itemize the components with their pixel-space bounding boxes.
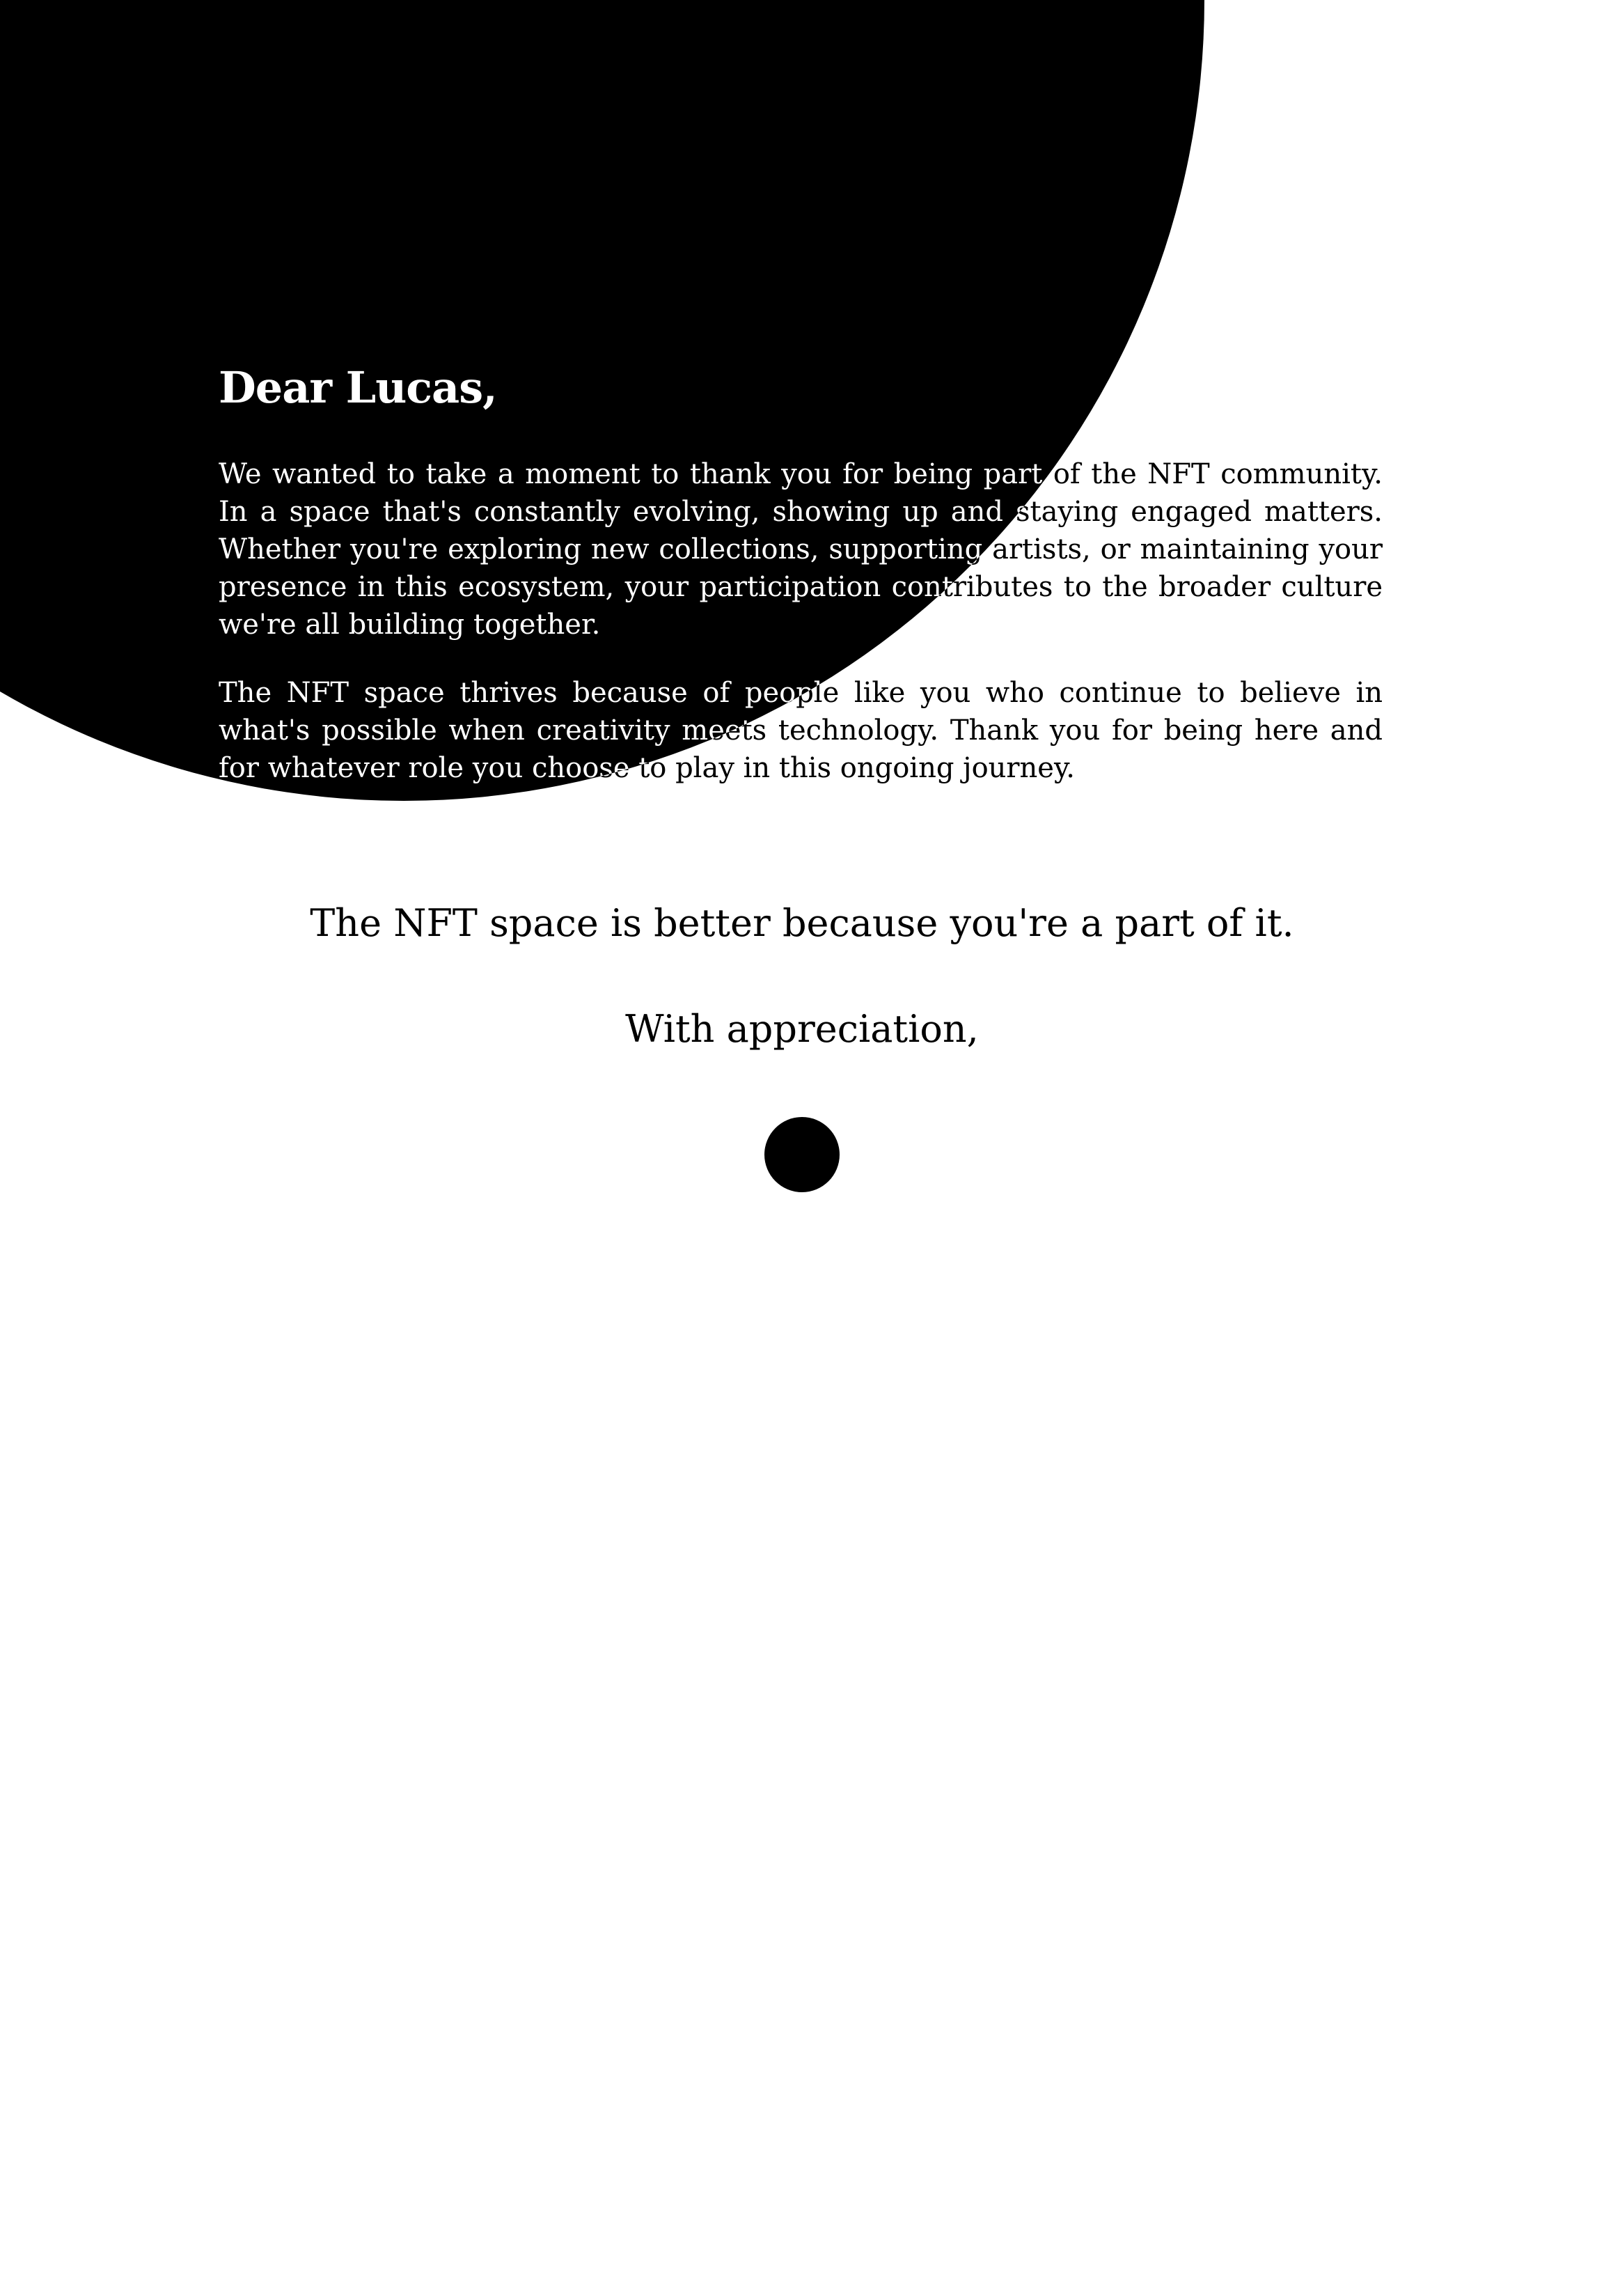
signature-dot-icon xyxy=(764,1117,840,1192)
letter-paragraph-2: The NFT space thrives because of people like you who continue to believe in what's possible when creativity meets technology. Thank you for being here and for whatever role you choose to play in this ongoing journey. xyxy=(219,677,1383,785)
letter-tagline: The NFT space is better because you're a part of it. xyxy=(310,901,1294,945)
letter-paragraph-1: We wanted to take a moment to thank you for being part of the NFT community. In a space that's constantly evolving, showing up and staying engaged matters. Whether you're exploring new collections, supporting artists, or maintaining your presence in this ecosystem, your participation contributes to the broader culture we're all building together. xyxy=(219,458,1383,641)
letter-body xyxy=(219,362,1383,818)
letter-greeting: Dear Lucas, xyxy=(219,362,497,413)
letter-signoff: With appreciation, xyxy=(625,1007,979,1051)
